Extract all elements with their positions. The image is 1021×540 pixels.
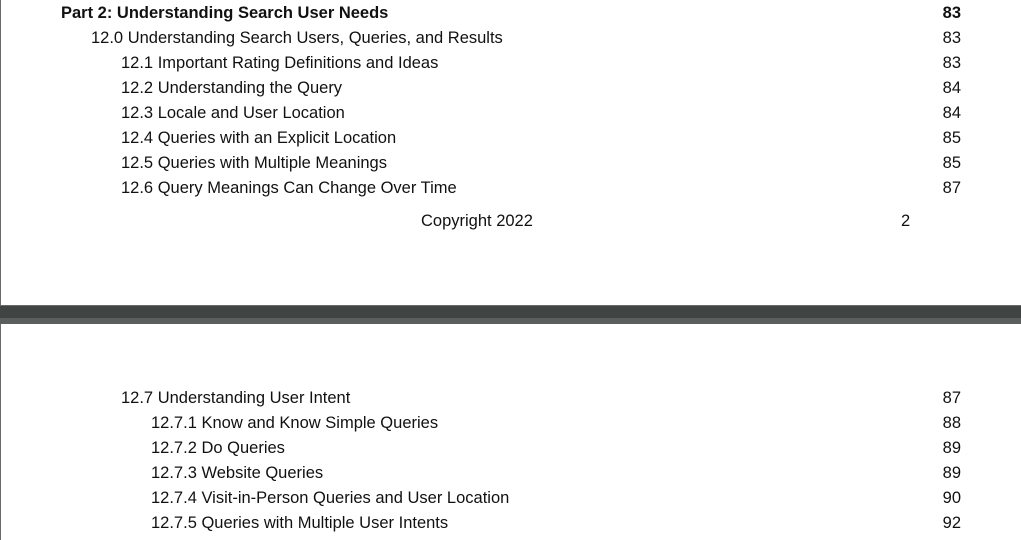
toc-entry-12-6[interactable]: [121, 177, 961, 199]
footer-page-number: 2: [901, 212, 911, 230]
toc-entry-12-2[interactable]: [121, 77, 961, 99]
toc-entry-12-3[interactable]: [121, 102, 961, 124]
toc-entry-label: 12.0 Understanding Search Users, Queries, and Results: [91, 29, 503, 47]
toc-entry-label: Part 2: Understanding Search User Needs: [61, 4, 389, 22]
toc-entry-12-4[interactable]: [121, 127, 961, 149]
toc-entry-label: 12.7 Understanding User Intent: [121, 389, 351, 407]
toc-entry-label: 12.7.2 Do Queries: [151, 439, 285, 457]
toc-entry-12-0[interactable]: [91, 27, 961, 49]
toc-entry-label: 12.1 Important Rating Definitions and Ideas: [121, 54, 439, 72]
toc-entry-page: 84: [942, 104, 961, 122]
toc-entry-label: 12.6 Query Meanings Can Change Over Time: [121, 179, 457, 197]
toc-entry-label: 12.2 Understanding the Query: [121, 79, 343, 97]
toc-entry-page: 83: [942, 54, 961, 72]
toc-entry-12-1[interactable]: [121, 52, 961, 74]
toc-entry-12-7-1[interactable]: [151, 412, 961, 434]
toc-entry-page: 87: [942, 389, 961, 407]
toc-entry-label: 12.7.5 Queries with Multiple User Intents: [151, 514, 449, 532]
toc-entry-label: 12.7.1 Know and Know Simple Queries: [151, 414, 439, 432]
toc-entry-12-7-2[interactable]: [151, 437, 961, 459]
toc-entry-page: 87: [942, 179, 961, 197]
toc-entry-12-7-5[interactable]: [151, 512, 961, 534]
toc-entry-page: 89: [942, 439, 961, 457]
toc-entry-page: 92: [942, 514, 961, 532]
toc-entry-12-7-3[interactable]: [151, 462, 961, 484]
toc-entry-page: 84: [942, 79, 961, 97]
toc-entry-page: 89: [942, 464, 961, 482]
toc-entry-label: 12.3 Locale and User Location: [121, 104, 345, 122]
toc-entry-label: 12.7.4 Visit-in-Person Queries and User Location: [151, 489, 510, 507]
document-page: [0, 324, 1021, 540]
toc-entry-page: 88: [942, 414, 961, 432]
page-separator: [0, 306, 1021, 324]
toc-entry-page: 83: [942, 4, 961, 22]
toc-entry-12-7-4[interactable]: [151, 487, 961, 509]
toc-entry-label: 12.5 Queries with Multiple Meanings: [121, 154, 387, 172]
toc-entry-page: 85: [942, 154, 961, 172]
footer-copyright: Copyright 2022: [421, 212, 533, 230]
toc-entry-page: 83: [942, 29, 961, 47]
toc-entry-page: 90: [942, 489, 961, 507]
toc-entry-12-5[interactable]: [121, 152, 961, 174]
toc-entry-page: 85: [942, 129, 961, 147]
toc-entry-label: 12.4 Queries with an Explicit Location: [121, 129, 397, 147]
toc-entry-part-2[interactable]: [61, 2, 961, 24]
toc-entry-12-7[interactable]: [121, 387, 961, 409]
toc-entry-label: 12.7.3 Website Queries: [151, 464, 324, 482]
